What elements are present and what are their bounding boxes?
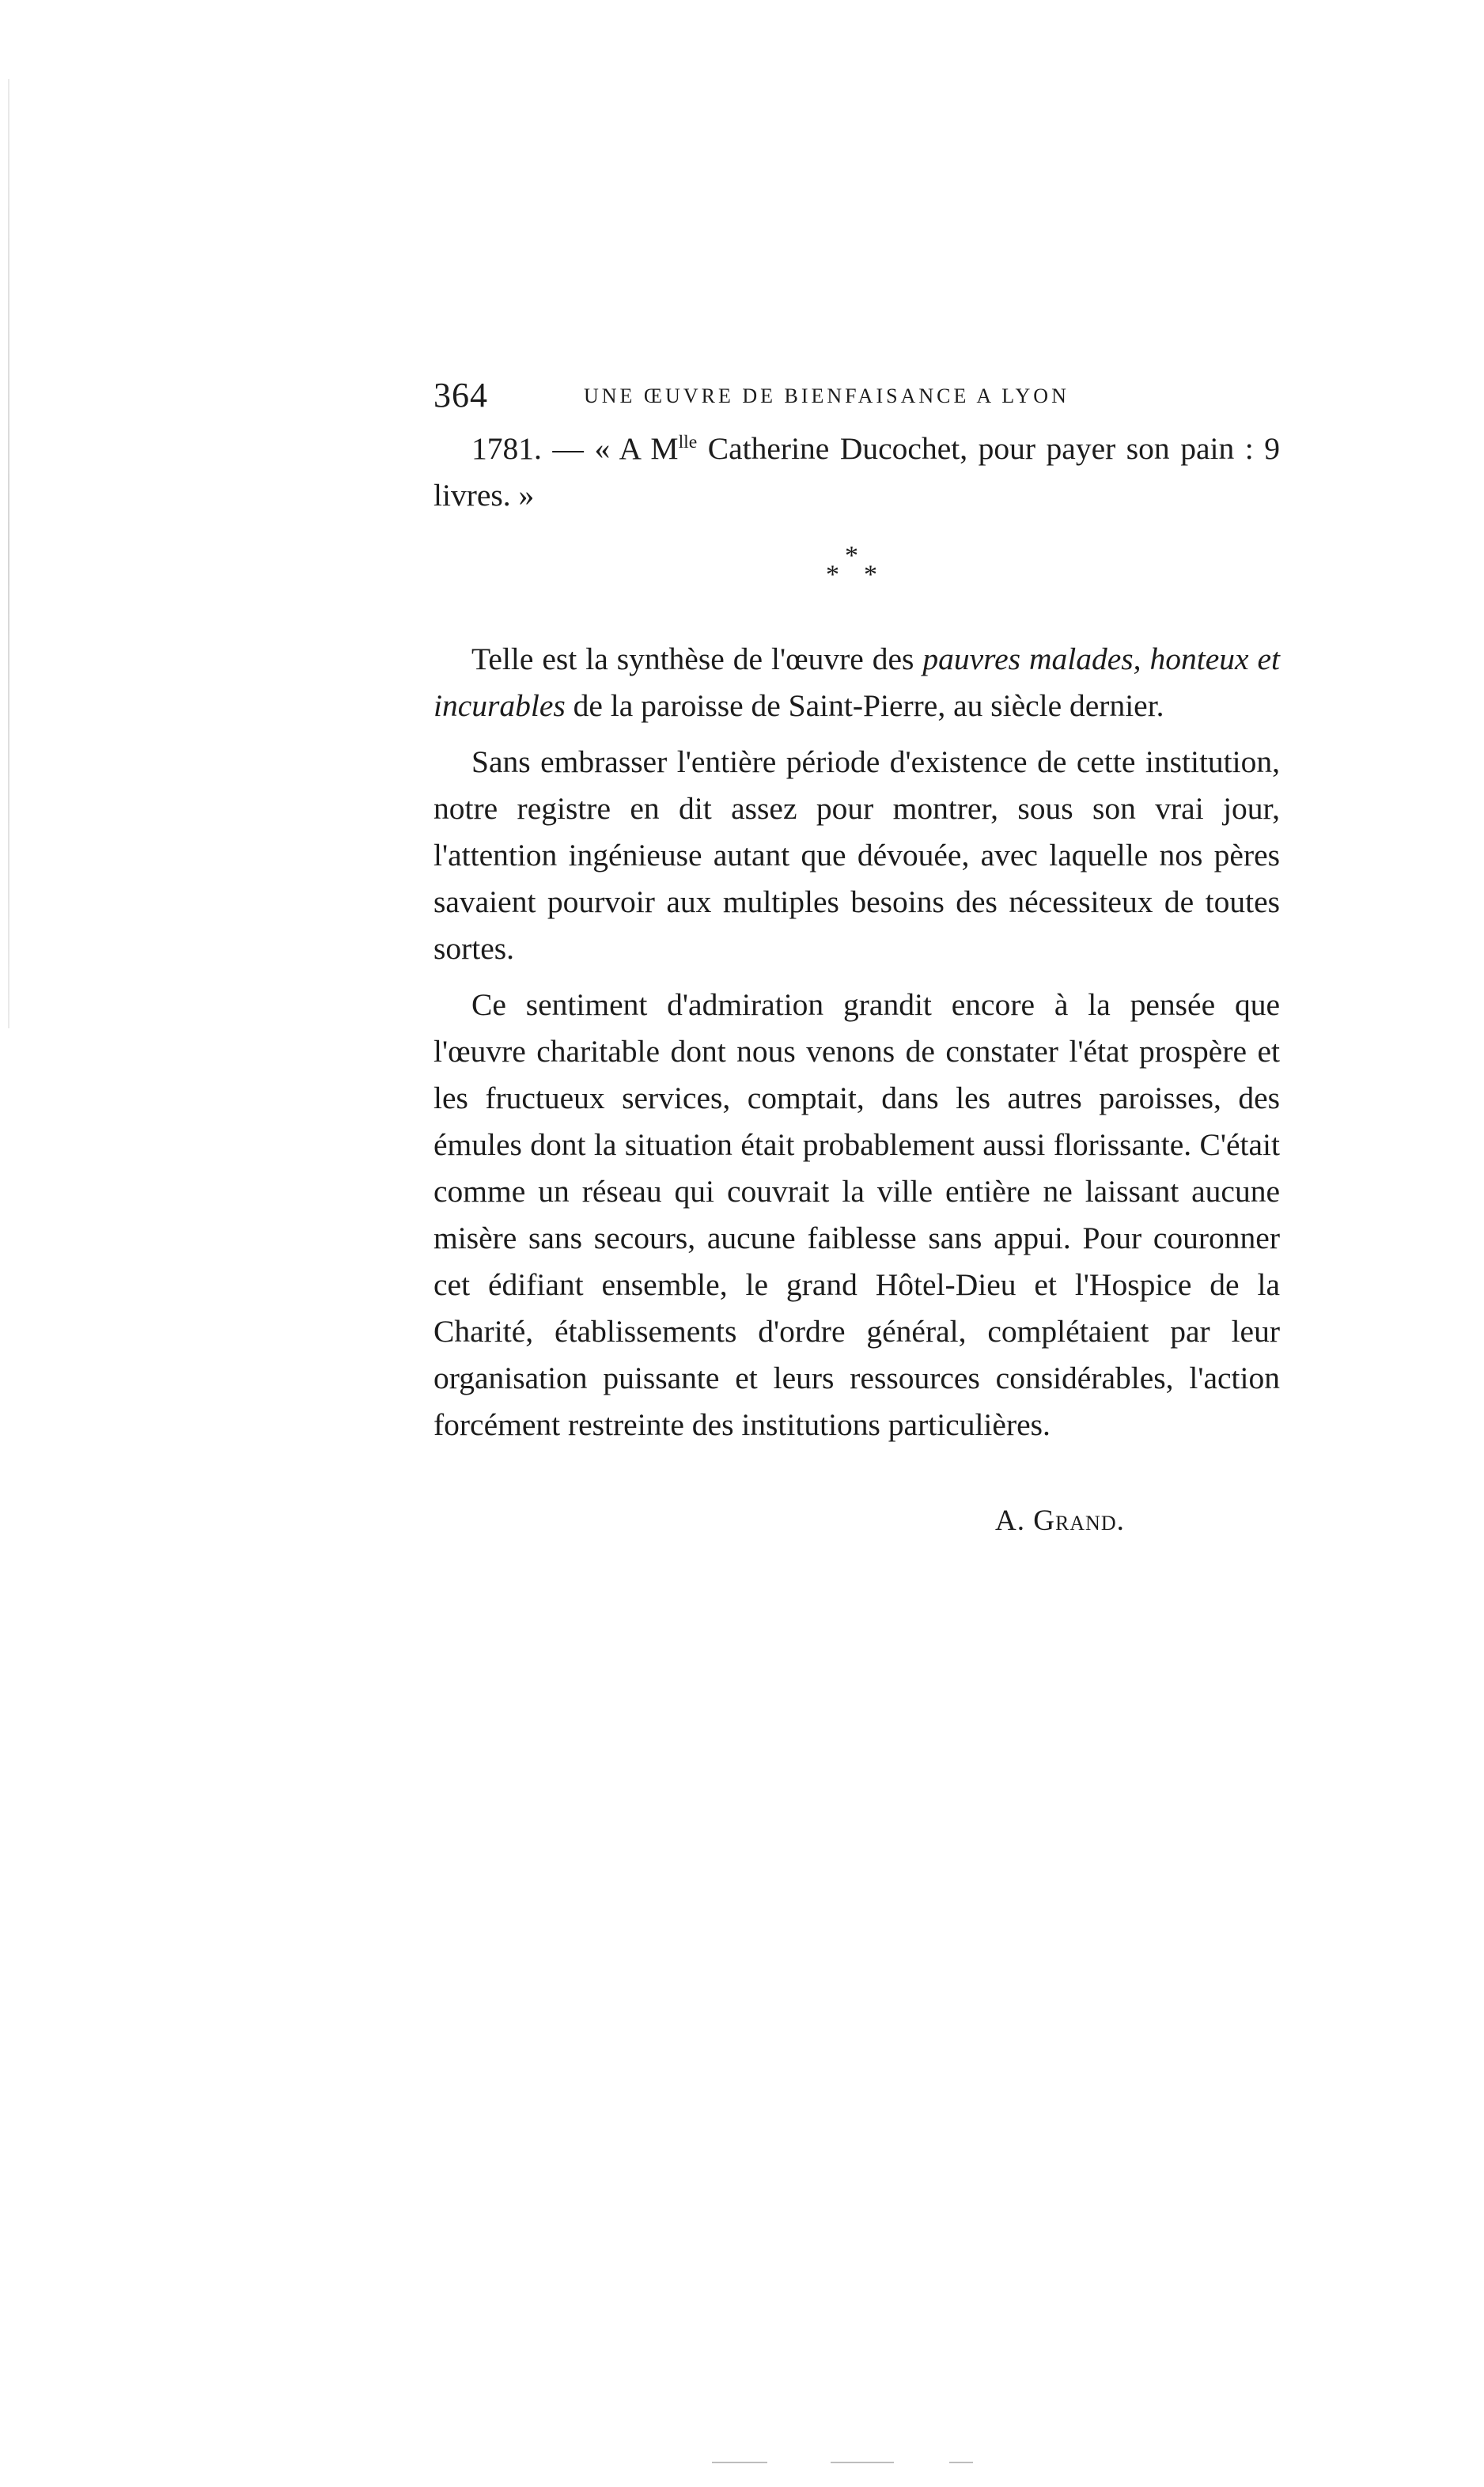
body-text xyxy=(433,426,1280,1448)
page-edge-shadow xyxy=(8,79,9,1028)
running-head xyxy=(433,373,1280,421)
paragraph-1-end: de la paroisse de Saint-Pierre, au siècle dernier. xyxy=(565,688,1164,723)
entry-rest: Catherine Ducochet, pour payer son pain : 9 livres. » xyxy=(433,431,1281,513)
bottom-scan-marks xyxy=(712,2462,981,2464)
asterism-star-top: * xyxy=(845,541,858,570)
ledger-entry xyxy=(433,426,1280,519)
running-title: UNE ŒUVRE DE BIENFAISANCE A LYON xyxy=(584,384,1069,407)
page-text-block xyxy=(433,373,1280,1538)
author-signature: A. Grand. xyxy=(995,1505,1125,1537)
asterism-star-right: * xyxy=(864,560,877,589)
entry-year: 1781. — xyxy=(471,431,595,466)
paragraph-1-start: Telle est la synthèse de l'œuvre des xyxy=(471,642,923,676)
entry-open: « A M xyxy=(594,431,679,466)
paragraph-1-italic: pauvres malades, honteux et incurables xyxy=(433,642,1280,723)
page-number: 364 xyxy=(433,376,488,414)
paragraph-2: Sans embrasser l'entière période d'existence de cette institution, notre registre en dit assez pour montrer, sous son vrai jour, l'attention ingénieuse autant que dévouée, avec laquelle nos pères savaient pourvoir aux multiples besoins des nécessiteux de toutes sortes. xyxy=(433,744,1280,966)
asterism xyxy=(433,525,1280,612)
paragraph-1 xyxy=(433,636,1280,729)
entry-sup: lle xyxy=(678,431,698,452)
asterism-star-left: * xyxy=(826,560,839,589)
paragraph-3: Ce sentiment d'admiration grandit encore à la pensée que l'œuvre charitable dont nous venons de constater l'état prospère et les fructueux services, comptait, dans les autres paroisses, des émules dont la situation était probablement aussi florissante. C'était comme un réseau qui couvrait la ville entière ne laissant aucune misère sans secours, aucune faiblesse sans appui. Pour couronner cet édifiant ensemble, le grand Hôtel-Dieu et l'Hospice de la Charité, établissements d'ordre général, complétaient par leur organisation puissante et leurs ressources considérables, l'action forcément restreinte des institutions particulières. xyxy=(433,987,1280,1442)
